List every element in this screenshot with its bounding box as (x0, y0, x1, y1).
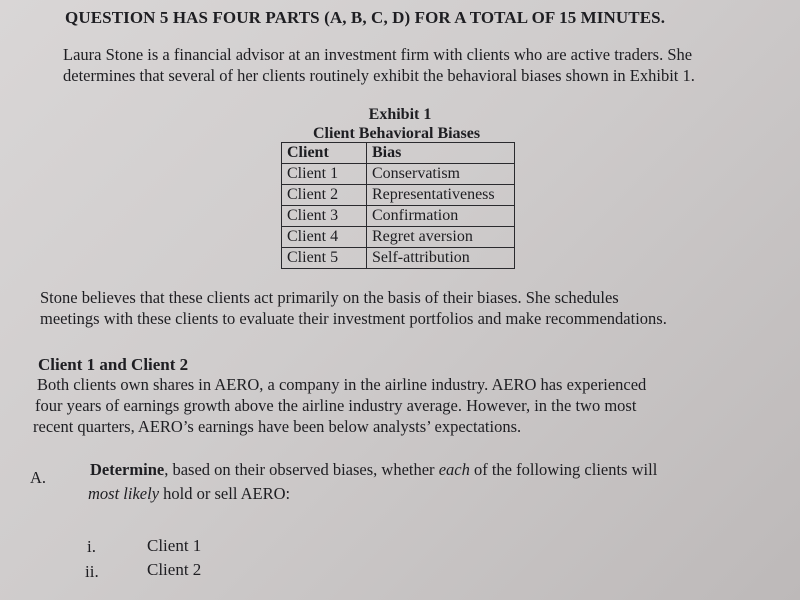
bias-table (281, 142, 515, 269)
sub-item-number: ii. (85, 562, 99, 581)
question-a-text-2: of the following clients will (469, 460, 658, 479)
paragraph-2-line-1: Stone believes that these clients act primarily on the basis of their biases. She schedules (40, 288, 619, 307)
question-a-italic-each: each (438, 460, 470, 479)
sub-item-label: Client 1 (147, 536, 202, 555)
table-row (282, 206, 515, 227)
column-header-bias: Bias (367, 143, 515, 164)
clients-line-1: Both clients own shares in AERO, a company in the airline industry. AERO has experienced (37, 375, 647, 394)
table-row (282, 248, 515, 269)
client-cell: Client 5 (282, 248, 367, 269)
question-a-text-1: , based on their observed biases, whether (164, 460, 439, 479)
paragraph-2-line-2: meetings with these clients to evaluate their investment portfolios and make recommendations. (40, 309, 667, 328)
question-a-line-2 (88, 484, 290, 504)
question-heading: QUESTION 5 HAS FOUR PARTS (A, B, C, D) FOR A TOTAL OF 15 MINUTES. (65, 8, 666, 27)
column-header-client: Client (282, 143, 367, 164)
bias-cell: Representativeness (367, 185, 515, 206)
sub-item-label: Client 2 (147, 560, 202, 579)
clients-line-2: four years of earnings growth above the airline industry average. However, in the two most (35, 396, 637, 415)
clients-section-heading: Client 1 and Client 2 (38, 355, 189, 374)
question-a-letter: A. (30, 468, 47, 487)
intro-line-1: Laura Stone is a financial advisor at an investment firm with clients who are active traders. She (63, 45, 693, 64)
table-row (282, 164, 515, 185)
exhibit-subtitle: Client Behavioral Biases (313, 125, 481, 142)
client-cell: Client 2 (282, 185, 367, 206)
bias-cell: Conservatism (367, 164, 515, 185)
table-row (282, 227, 515, 248)
question-a-bold-word: Determine (90, 460, 165, 479)
table-row (282, 185, 515, 206)
question-a-line-1 (90, 460, 657, 480)
question-a-italic-most-likely: most likely (88, 484, 160, 503)
question-a-text-3: hold or sell AERO: (159, 484, 291, 503)
bias-cell: Confirmation (367, 206, 515, 227)
client-cell: Client 4 (282, 227, 367, 248)
bias-cell: Regret aversion (367, 227, 515, 248)
exhibit-title: Exhibit 1 (368, 106, 432, 123)
table-header-row (282, 143, 515, 164)
clients-line-3: recent quarters, AERO’s earnings have been below analysts’ expectations. (33, 417, 522, 436)
bias-cell: Self-attribution (367, 248, 515, 269)
client-cell: Client 3 (282, 206, 367, 227)
sub-item-number: i. (87, 537, 96, 556)
client-cell: Client 1 (282, 164, 367, 185)
intro-line-2: determines that several of her clients routinely exhibit the behavioral biases shown in Exhibit 1. (63, 66, 695, 85)
